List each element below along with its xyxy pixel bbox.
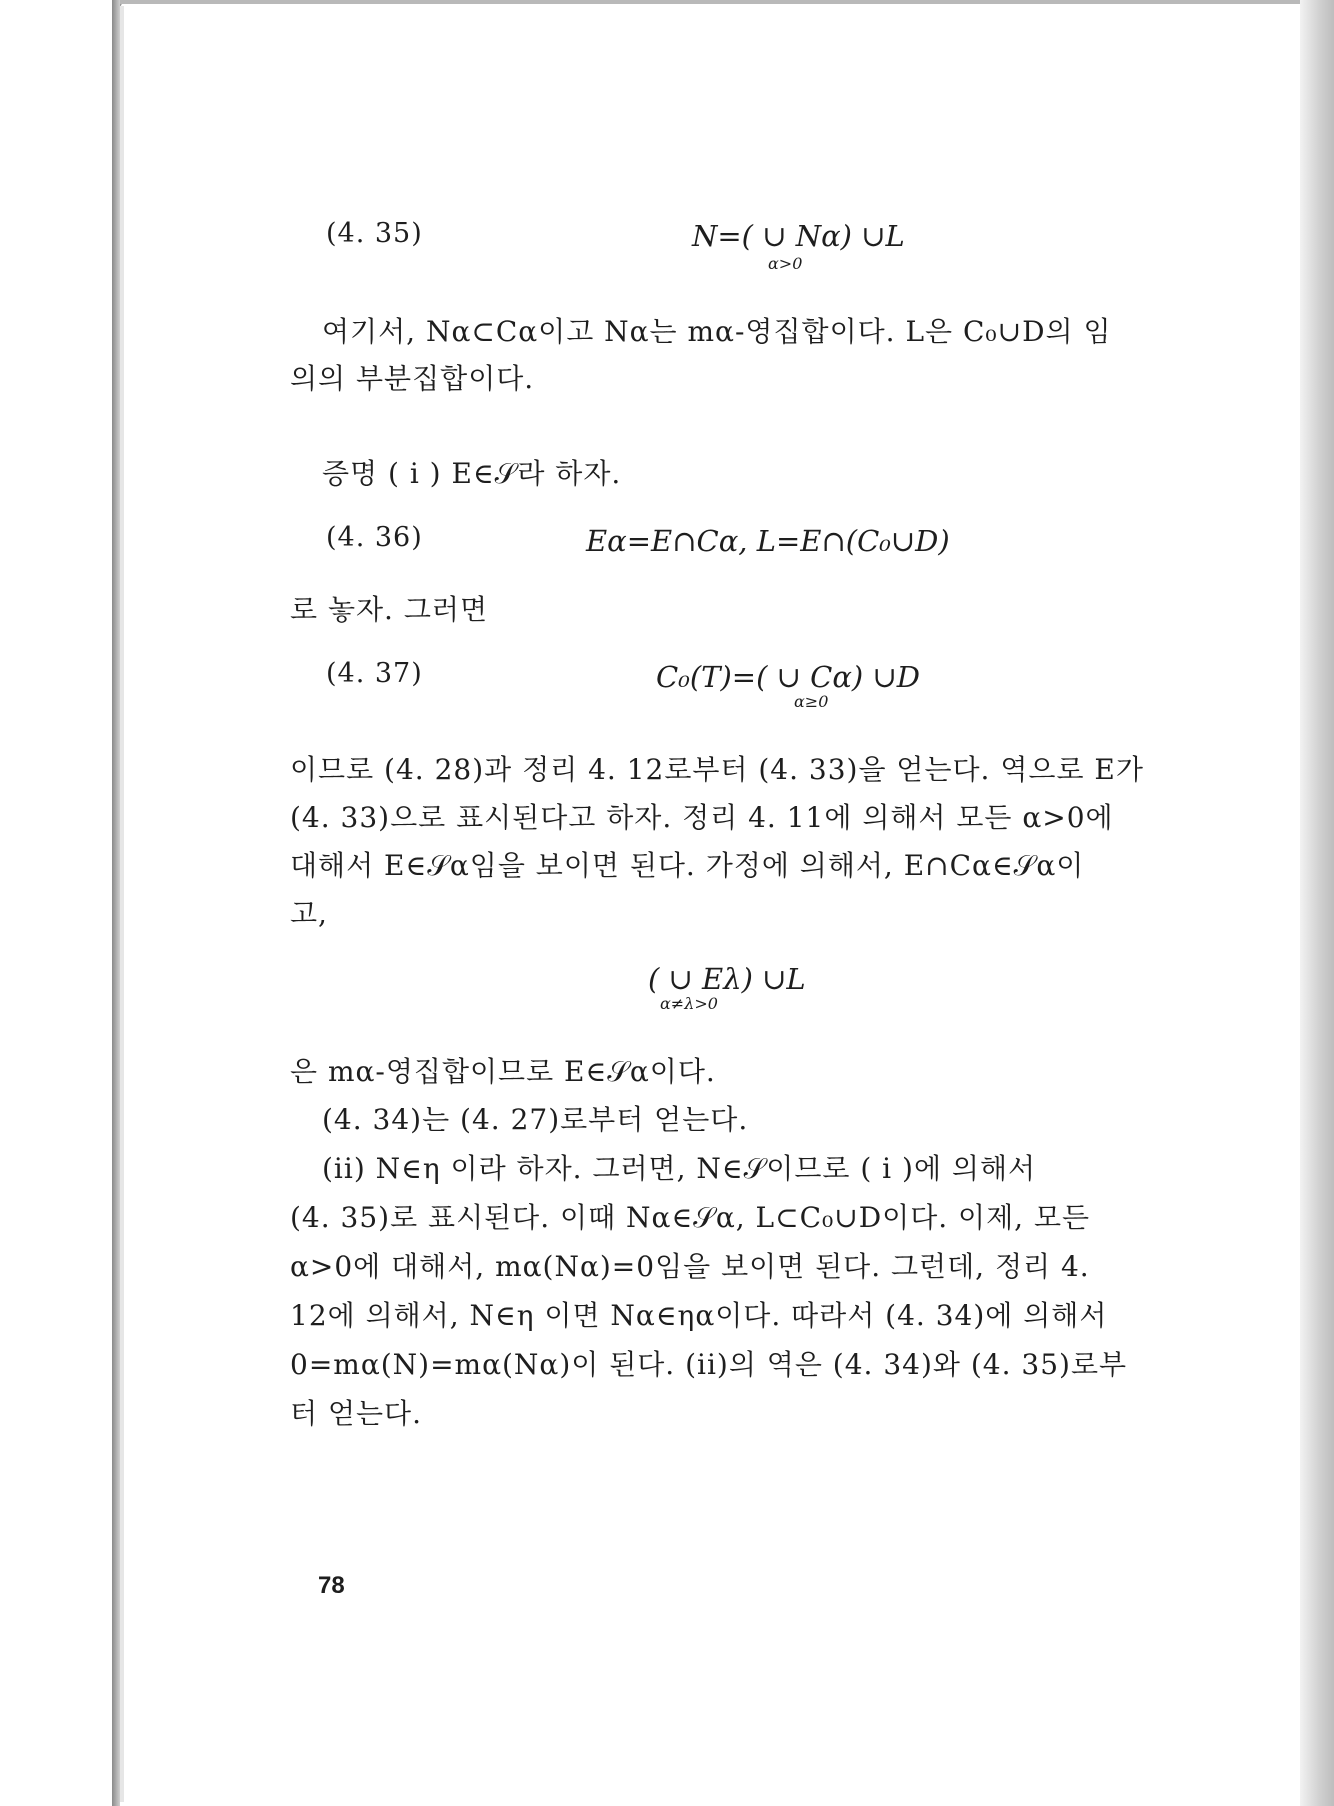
paragraph-line: 터 얻는다. — [290, 1397, 422, 1430]
page-right-shadow — [1300, 0, 1334, 1806]
equation-formula: Eα=E∩Cα, L=E∩(C₀∪D) — [586, 524, 950, 558]
equation-number: (4. 35) — [326, 218, 423, 249]
page-left-edge — [112, 0, 120, 1806]
page-left-edge-inner — [120, 6, 124, 1802]
equation-formula: ( ∪ Eλ) ∪L — [648, 962, 806, 996]
paragraph-line: 대해서 E∈𝒮α임을 보이면 된다. 가정에 의해서, E∩Cα∈𝒮α이 — [290, 849, 1085, 882]
equation-subscript: α≠λ>0 — [660, 994, 718, 1013]
page-number: 78 — [318, 1572, 345, 1599]
paragraph-line: 의의 부분집합이다. — [290, 362, 535, 395]
paragraph-line: 은 mα-영집합이므로 E∈𝒮α이다. — [290, 1055, 716, 1088]
paragraph-line: 0=mα(N)=mα(Nα)이 된다. (ii)의 역은 (4. 34)와 (4. 35)로부 — [290, 1348, 1128, 1381]
equation-number: (4. 36) — [326, 522, 423, 553]
paragraph-line: 이므로 (4. 28)과 정리 4. 12로부터 (4. 33)을 얻는다. 역으로 E가 — [290, 753, 1144, 786]
paragraph-line: (4. 34)는 (4. 27)로부터 얻는다. — [322, 1103, 749, 1136]
equation-number: (4. 37) — [326, 658, 423, 689]
paragraph-line: 여기서, Nα⊂Cα이고 Nα는 mα-영집합이다. L은 C₀∪D의 임 — [322, 315, 1112, 348]
page-top-edge — [120, 0, 1320, 4]
equation-formula: N=( ∪ Nα) ∪L — [692, 219, 905, 253]
paragraph-line: (4. 35)로 표시된다. 이때 Nα∈𝒮α, L⊂C₀∪D이다. 이제, 모든 — [290, 1201, 1091, 1234]
paragraph-line: α>0에 대해서, mα(Nα)=0임을 보이면 된다. 그런데, 정리 4. — [290, 1250, 1090, 1283]
equation-formula: C₀(T)=( ∪ Cα) ∪D — [656, 660, 920, 694]
paragraph-line: (4. 33)으로 표시된다고 하자. 정리 4. 11에 의해서 모든 α>0에 — [290, 801, 1114, 834]
paragraph-line: 고, — [290, 897, 328, 930]
equation-subscript: α≥0 — [794, 692, 829, 711]
proof-heading: 증명 ( i ) E∈𝒮라 하자. — [322, 457, 622, 490]
paragraph-line: 12에 의해서, N∈η 이면 Nα∈ηα이다. 따라서 (4. 34)에 의해서 — [290, 1299, 1108, 1332]
paragraph-line: 로 놓자. 그러면 — [290, 593, 488, 626]
equation-subscript: α>0 — [768, 254, 803, 273]
paragraph-line: (ii) N∈η 이라 하자. 그러면, N∈𝒮이므로 ( i )에 의해서 — [322, 1152, 1037, 1185]
